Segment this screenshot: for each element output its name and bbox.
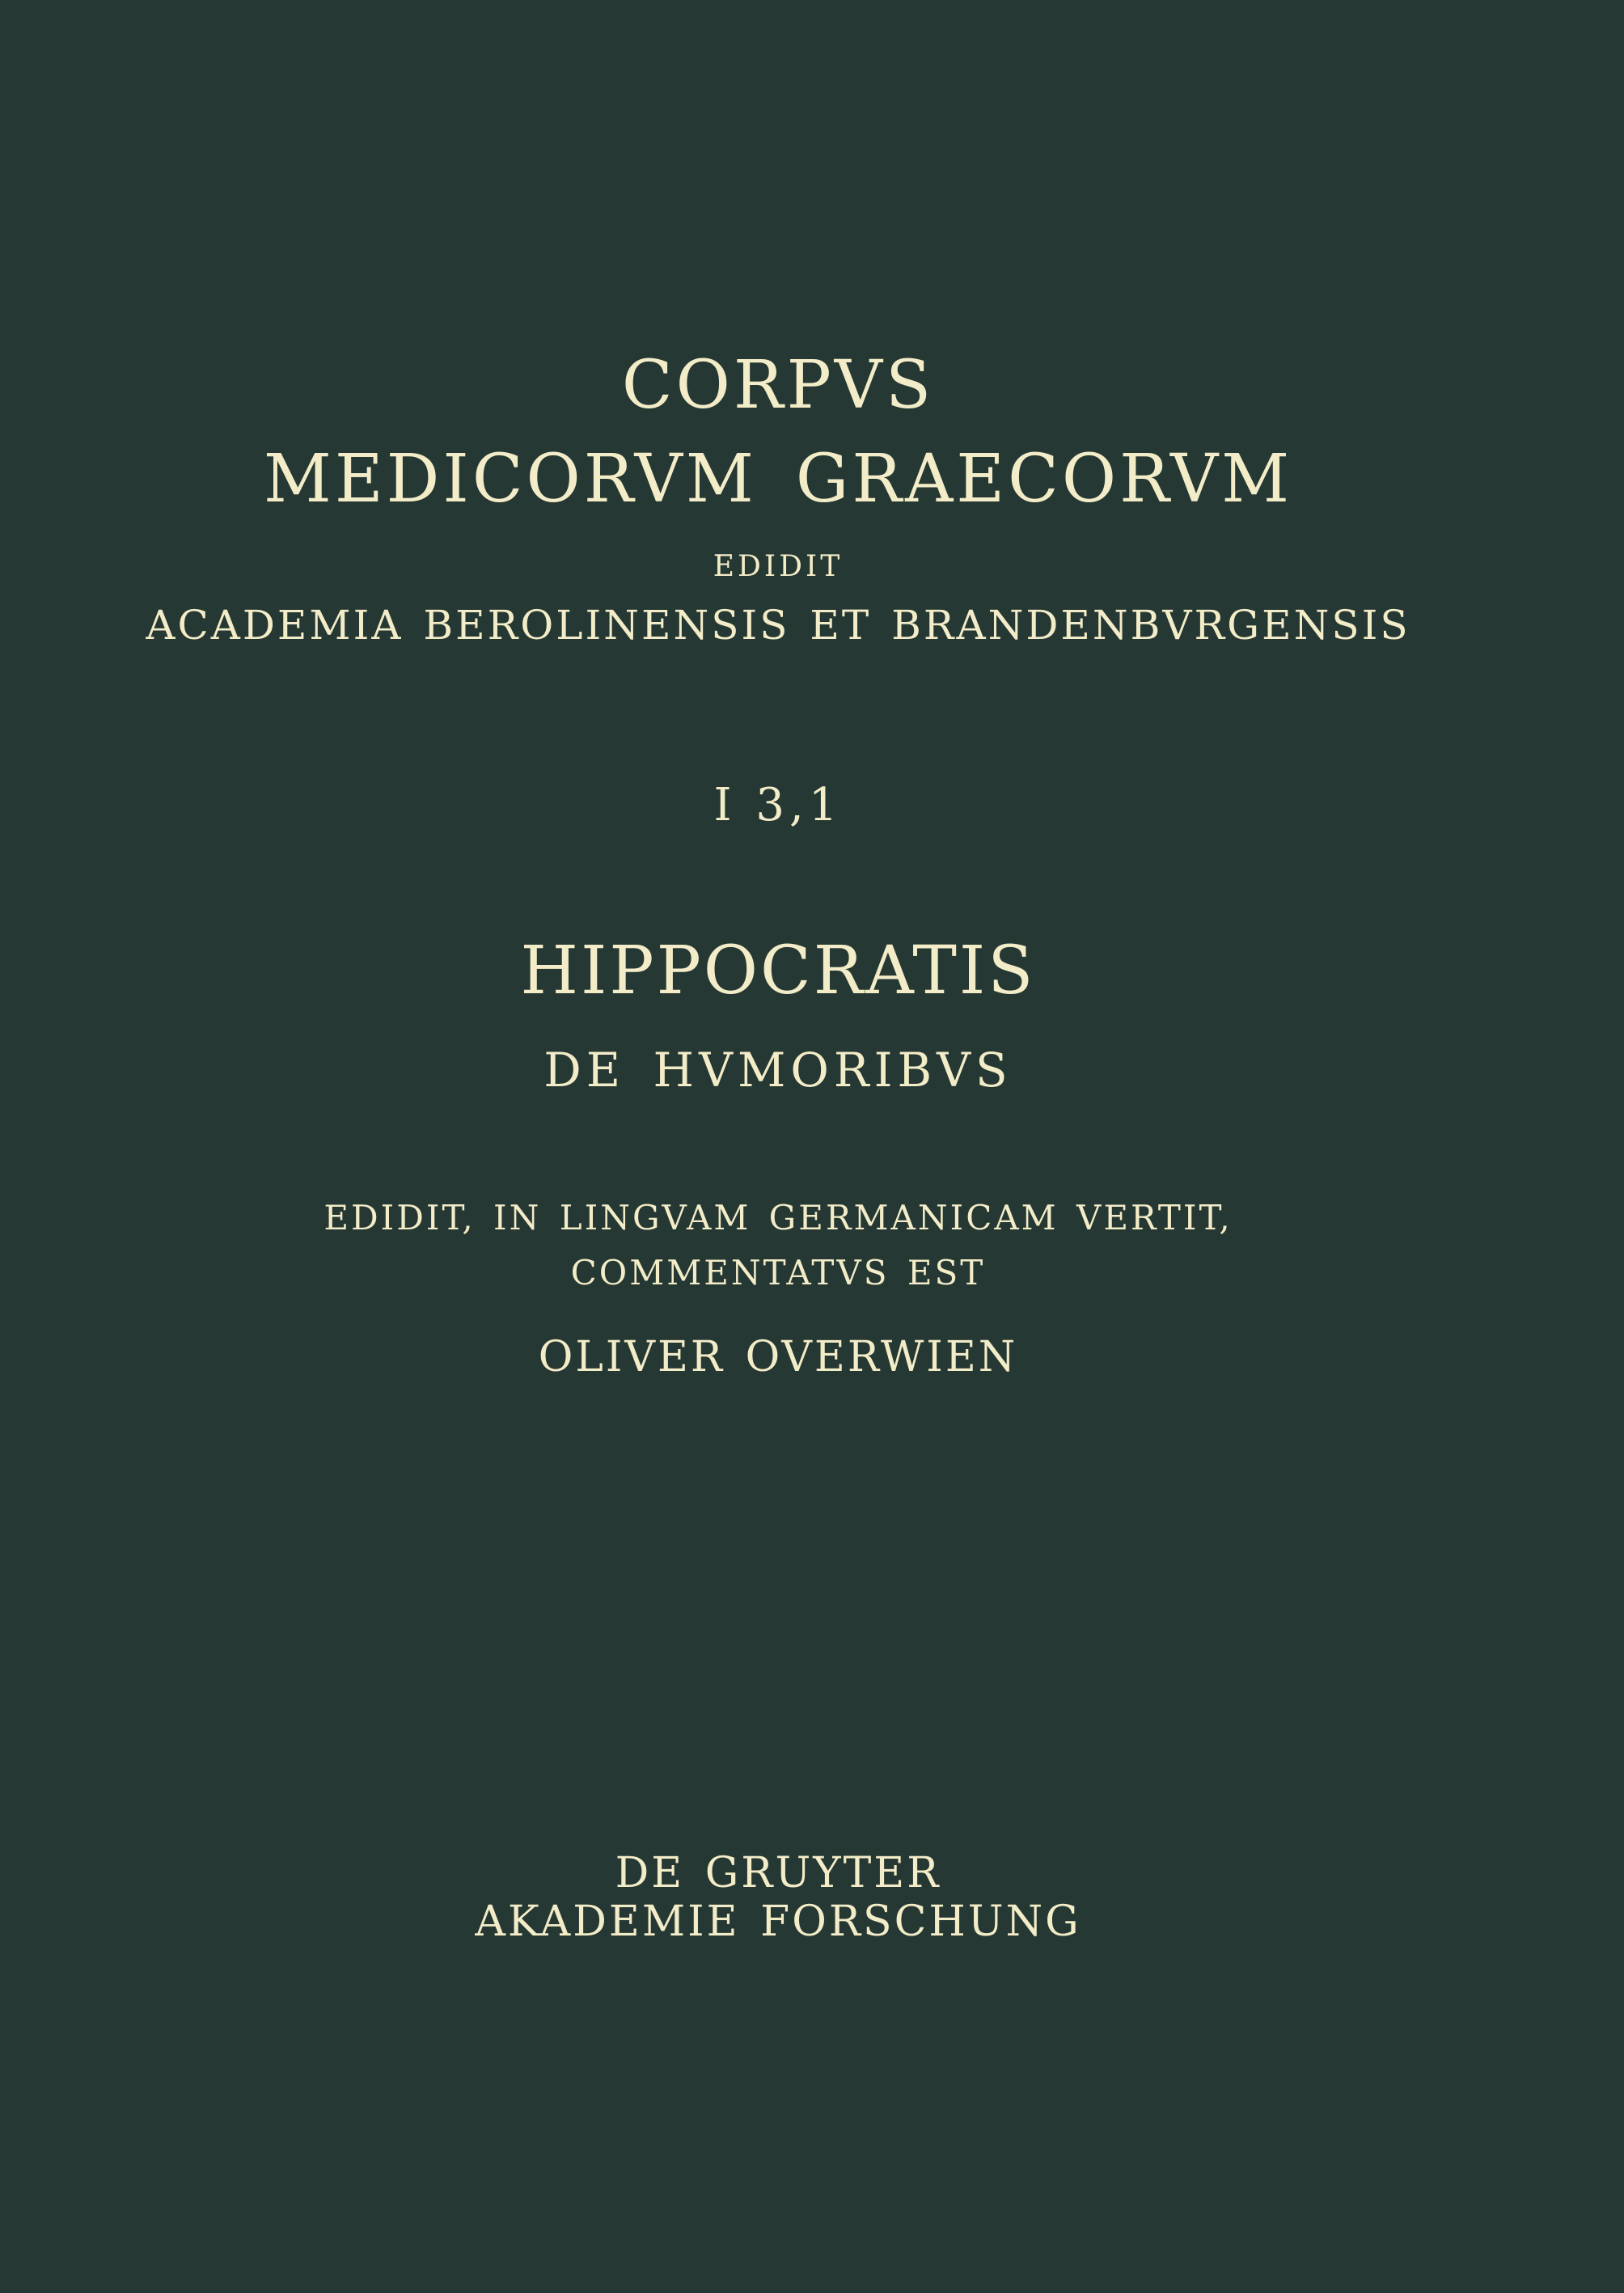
credit-line-2: COMMENTATVS EST	[570, 1253, 986, 1292]
publisher-line-2: AKADEMIE FORSCHUNG	[475, 1897, 1081, 1946]
series-title-line-2: MEDICORVM GRAECORVM	[263, 441, 1293, 518]
volume-number: I 3,1	[713, 779, 843, 831]
credit-line-1: EDIDIT, IN LINGVAM GERMANICAM VERTIT,	[324, 1198, 1233, 1237]
work-title: DE HVMORIBVS	[543, 1043, 1013, 1098]
series-edidit: EDIDIT	[713, 550, 844, 583]
editor-name: OLIVER OVERWIEN	[538, 1333, 1018, 1381]
series-institution: ACADEMIA BEROLINENSIS ET BRANDENBVRGENSIS	[146, 602, 1410, 649]
work-author: HIPPOCRATIS	[520, 933, 1036, 1009]
publisher-line-1: DE GRUYTER	[615, 1849, 941, 1897]
series-title-line-1: CORPVS	[621, 347, 935, 424]
